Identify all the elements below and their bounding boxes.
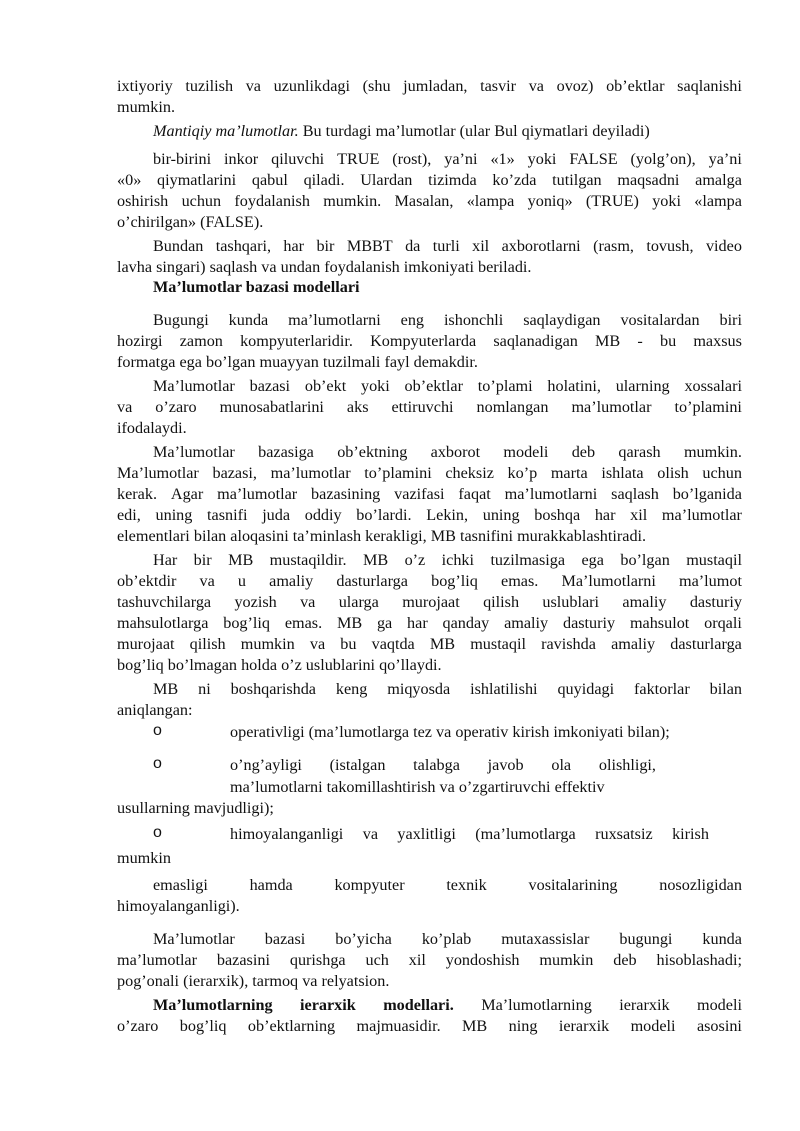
word: Har [153, 551, 178, 569]
word: ni [198, 680, 211, 698]
word: ma’lumotlarni [504, 485, 598, 503]
word: qanday [442, 614, 490, 632]
word: MB [462, 1017, 488, 1035]
paragraph-line: aniqlangan: [117, 701, 193, 719]
word: amalga [695, 171, 742, 189]
paragraph-line: lavha singari) saqlash va undan foydalanish imkoniyati beriladi. [117, 258, 532, 276]
paragraph-line [153, 149, 742, 169]
word: mumkin [539, 951, 594, 969]
word: Masalan, [394, 192, 454, 210]
word: kompyuter [334, 876, 405, 894]
paragraph-line: pog’onali (ierarxik), tarmoq va relyatsion. [117, 972, 390, 990]
word: bilan [709, 680, 742, 698]
word: boshqa [534, 506, 581, 524]
word: emas. [284, 614, 323, 632]
word: mahsulotlarga [117, 614, 209, 632]
word: himoyalanganligi [230, 825, 344, 843]
paragraph-line [153, 442, 742, 462]
word: axborotlarni [501, 237, 581, 255]
word: murojaat [402, 593, 460, 611]
word: va [245, 77, 261, 95]
paragraph-line [153, 236, 742, 256]
word: to’plami [477, 377, 533, 395]
word: oddiy [304, 506, 342, 524]
word: mahsulot [629, 614, 690, 632]
word: kerak. [117, 485, 157, 503]
word: dasturiy [562, 614, 616, 632]
word: to’plamini [674, 398, 742, 416]
word: Ma’lumotlar [153, 377, 235, 395]
word: bir [316, 237, 335, 255]
word: ierarxik [619, 996, 670, 1014]
word: bo’lganida [672, 485, 742, 503]
paragraph-line: himoyalanganligi). [117, 897, 240, 915]
paragraph-line: mumkin. [117, 98, 176, 116]
word: ob’ektning [337, 443, 408, 461]
word: faktorlar [634, 680, 690, 698]
word: aks [346, 398, 369, 416]
word: boshqarishda [230, 680, 316, 698]
word: modeli [630, 1017, 676, 1035]
word: yaxlitligi [397, 825, 456, 843]
paragraph-line [117, 505, 742, 525]
word: foydalanish [234, 192, 310, 210]
paragraph-line [117, 592, 742, 612]
word: vositalarining [528, 876, 618, 894]
word: Lekin, [426, 506, 469, 524]
word: uning [155, 506, 193, 524]
word: va [117, 398, 133, 416]
word: tuzilish [185, 77, 234, 95]
word: bir-birini [153, 150, 212, 168]
word: mutaxassislar [501, 930, 590, 948]
word: amaliy [622, 593, 667, 611]
word: tovush, [646, 237, 694, 255]
word: ko’zda [492, 171, 537, 189]
paragraph-line: ifodalaydi. [117, 419, 187, 437]
word: ruxsatsiz [595, 825, 653, 843]
word: ichki [441, 551, 475, 569]
word: xil [630, 506, 648, 524]
word: mustaqil [686, 551, 742, 569]
word: saqlanishi [677, 77, 742, 95]
paragraph-line: o’chirilgan» (FALSE). [117, 213, 264, 231]
word: yondoshish [445, 951, 520, 969]
word: FALSE [569, 150, 618, 168]
word: hisoblashadi; [656, 951, 742, 969]
word: talabga [413, 756, 460, 774]
word: xossalari [684, 377, 742, 395]
word: xil [408, 951, 426, 969]
word: Ma’lumotlar [153, 930, 235, 948]
word: TRUE [337, 150, 380, 168]
word: har [407, 614, 428, 632]
word: bazasi [249, 377, 291, 395]
word: (istalgan [329, 756, 386, 774]
word: MB [362, 551, 389, 569]
word: MB [153, 680, 179, 698]
word: va [199, 572, 215, 590]
word: uchun [702, 464, 742, 482]
term-logical-data: Mantiqiy ma’lumotlar. [153, 122, 299, 140]
word: ola [551, 756, 572, 774]
word: olishligi, [598, 756, 656, 774]
word: bu [659, 332, 677, 350]
word: Bugungi [153, 311, 209, 329]
word: tasnifi [207, 506, 248, 524]
word: Ma’lumotlarni [561, 572, 656, 590]
word: ma’lumotlar [117, 951, 198, 969]
word: uchun [181, 192, 222, 210]
word: xil [472, 237, 490, 255]
word: ga [376, 614, 393, 632]
word: dasturiy [689, 593, 742, 611]
paragraph-line [117, 463, 742, 483]
word: yozish [234, 593, 277, 611]
word: (ma’lumotlarga [475, 825, 576, 843]
word: MB [595, 332, 621, 350]
word: tuzilmasiga [490, 551, 566, 569]
word: bazasiga [258, 443, 314, 461]
word: saqlanadigan [493, 332, 578, 350]
term-word: ierarxik [300, 996, 356, 1014]
word: tizimda [428, 171, 477, 189]
word: juda [262, 506, 291, 524]
word: Ma’lumotlar [153, 443, 235, 461]
word: zamon [179, 332, 223, 350]
word: tasvir [480, 77, 517, 95]
word: MB [429, 635, 456, 653]
word: modeli [697, 996, 742, 1014]
word: qiluvchi [271, 150, 325, 168]
word: ob’ektlarning [247, 1017, 336, 1035]
word: uslublari [542, 593, 600, 611]
word: bazasining [311, 485, 381, 503]
word: nosozligidan [659, 876, 742, 894]
list-item-continuation: usullarning mavjudligi); [117, 799, 274, 817]
word: ishlata [601, 464, 644, 482]
word: hamda [249, 876, 293, 894]
word: vaqtda [371, 635, 415, 653]
word: ko’p [507, 464, 538, 482]
word: kunda [702, 930, 742, 948]
word: ma’lumotlar [270, 464, 351, 482]
word: ixtiyoriy [117, 77, 173, 95]
word: miqyosda [387, 680, 451, 698]
word: bog’liq [179, 1017, 227, 1035]
paragraph-line [153, 929, 742, 949]
paragraph-line [117, 613, 742, 633]
word: va [309, 635, 326, 653]
word: (shu [362, 77, 391, 95]
word: uning [482, 506, 520, 524]
word: ma’lumotlar [217, 485, 298, 503]
paragraph-line [153, 376, 742, 396]
word: biri [719, 311, 742, 329]
word: tashuvchilarga [117, 593, 212, 611]
word: bazasi, [212, 464, 257, 482]
word: dasturlarga [336, 572, 408, 590]
word: tashqari, [215, 237, 272, 255]
word: mumkin [240, 635, 295, 653]
word: «lampa [694, 192, 742, 210]
word: Kompyuterlarda [370, 332, 477, 350]
word: (rasm, [593, 237, 634, 255]
word: Bundan [153, 237, 204, 255]
list-item-continuation: mumkin [117, 849, 171, 867]
word: quyidagi [557, 680, 615, 698]
word: ettiruvchi [391, 398, 454, 416]
paragraph-line [117, 634, 742, 654]
word: qiymatlarini [157, 171, 237, 189]
word: ko’plab [421, 930, 472, 948]
word: o’z [404, 551, 426, 569]
word: keng [335, 680, 368, 698]
word: deb [613, 951, 637, 969]
list-item: operativligi (ma’lumotlarga tez va operativ kirish imkoniyati bilan); [230, 723, 670, 741]
word: cheksiz [445, 464, 494, 482]
word: Agar [170, 485, 204, 503]
bullet-marker-icon: o [153, 722, 162, 739]
word: (rost), [392, 150, 432, 168]
word: bir [193, 551, 212, 569]
word: axborot [430, 443, 481, 461]
paragraph-line [153, 995, 742, 1015]
word: eng [400, 311, 425, 329]
word: dasturlarga [670, 635, 742, 653]
word: texnik [446, 876, 487, 894]
paragraph-line [153, 679, 742, 699]
word: «0» [117, 171, 142, 189]
word: MBBT [346, 237, 393, 255]
paragraph-line [153, 875, 742, 895]
word: murojaat [117, 635, 175, 653]
word: ob’ektdir [117, 572, 177, 590]
word: uch [365, 951, 389, 969]
definition-line [153, 121, 650, 141]
word: bu [340, 635, 357, 653]
word: ya’ni [444, 150, 478, 168]
word: va [300, 593, 316, 611]
word: holatini, [547, 377, 601, 395]
word: amaliy [504, 614, 549, 632]
word: bo’lgan [620, 551, 670, 569]
word: vazifasi [394, 485, 445, 503]
word: ularning [615, 377, 670, 395]
word: Ma’lumotlarning [481, 996, 592, 1014]
word: yoki [652, 192, 681, 210]
word: majmuasidir. [356, 1017, 441, 1035]
bullet-marker-icon: o [153, 755, 162, 772]
word: asosini [696, 1017, 742, 1035]
word: modeli [503, 443, 549, 461]
word: ya’ni [708, 150, 742, 168]
word: ishonchli [443, 311, 504, 329]
word: yoki [527, 150, 557, 168]
word: munosabatlarini [219, 398, 324, 416]
word: ravishda [541, 635, 596, 653]
word: o’zaro [117, 1017, 159, 1035]
term-word: Ma’lumotlarning [153, 996, 273, 1014]
word: mustaqil [470, 635, 526, 653]
list-item-continuation: ma’lumotlarni takomillashtirish va o’zgartiruvchi effektiv [230, 778, 605, 796]
word: ovoz) [556, 77, 594, 95]
word: mustaqildir. [269, 551, 347, 569]
definition-text: Bu turdagi ma’lumotlar (ular Bul qiymatlari deyiladi) [298, 122, 650, 140]
word: ma’lumotlar [661, 506, 742, 524]
word: maxsus [693, 332, 742, 350]
word: ob’ektlar [404, 377, 463, 395]
word: o’zaro [155, 398, 197, 416]
word: inkor [224, 150, 259, 168]
word: bazasi [264, 930, 306, 948]
word: «lampa [466, 192, 515, 210]
word: video [705, 237, 742, 255]
word: edi, [117, 506, 141, 524]
word: to’plamini [364, 464, 432, 482]
word: ma’lumotlar [571, 398, 652, 416]
word: bog’liq [431, 572, 478, 590]
bullet-marker-icon: o [153, 824, 162, 841]
word: emas. [501, 572, 539, 590]
word: saqlaydigan [523, 311, 601, 329]
paragraph-line [117, 331, 742, 351]
word: bog’liq [223, 614, 270, 632]
word: javob [487, 756, 524, 774]
word: kompyuterlaridir. [240, 332, 353, 350]
word: qiladi. [303, 171, 345, 189]
paragraph-line [117, 571, 742, 591]
word: har [594, 506, 616, 524]
word: bugungi [619, 930, 673, 948]
word: qilish [189, 635, 226, 653]
word: faqat [458, 485, 491, 503]
word: orqali [704, 614, 742, 632]
word: va [528, 77, 544, 95]
word: olish [657, 464, 689, 482]
word: Ulardan [360, 171, 413, 189]
word: deb [571, 443, 596, 461]
word: «1» [490, 150, 515, 168]
word: mumkin. [323, 192, 382, 210]
word: hozirgi [117, 332, 163, 350]
word: ob’ekt [304, 377, 347, 395]
word: Ma’lumotlar [117, 464, 199, 482]
word: tutilgan [552, 171, 602, 189]
paragraph-line [117, 76, 742, 96]
word: jumladan, [403, 77, 468, 95]
paragraph-line [117, 397, 742, 417]
word: ega [581, 551, 604, 569]
word: qarash [618, 443, 661, 461]
word: da [405, 237, 421, 255]
word: bo’yicha [335, 930, 392, 948]
list-item [230, 824, 709, 844]
word: u [237, 572, 246, 590]
word: turli [432, 237, 460, 255]
word: har [283, 237, 305, 255]
word: emasligi [153, 876, 208, 894]
word: uzunlikdagi [273, 77, 351, 95]
word: ob’ektlar [606, 77, 665, 95]
list-item [230, 755, 656, 775]
paragraph-line [153, 310, 742, 330]
word: yoki [360, 377, 390, 395]
word: kirish [672, 825, 709, 843]
word: - [637, 332, 643, 350]
word: o’ng’ayligi [230, 756, 302, 774]
word: va [362, 825, 378, 843]
word: nomlangan [476, 398, 549, 416]
paragraph-line [117, 950, 742, 970]
word: (yolg’on), [630, 150, 696, 168]
word: kunda [228, 311, 269, 329]
word: ma’lumotlarni [288, 311, 381, 329]
word: ishlatilishi [470, 680, 538, 698]
word: vositalardan [620, 311, 700, 329]
word: oshirish [117, 192, 169, 210]
paragraph-line: bog’liq bo’lmagan holda o’z uslublarini qo’llaydi. [117, 656, 442, 674]
word: saqlash [611, 485, 659, 503]
word: bazasini [216, 951, 270, 969]
word: qilish [483, 593, 520, 611]
paragraph-line: formatga ega bo’lgan muayyan tuzilmali fayl demakdir. [117, 353, 478, 371]
section-heading: Ma’lumotlar bazasi modellari [153, 278, 360, 296]
paragraph-line [117, 1016, 742, 1036]
term-word: modellari. [383, 996, 454, 1014]
paragraph-line [117, 484, 742, 504]
paragraph-line [117, 170, 742, 190]
word: ma’lumot [679, 572, 742, 590]
word: (TRUE) [585, 192, 639, 210]
paragraph-line: elementlari bilan aloqasini ta’minlash kerakligi, MB tasnifini murakkablashtiradi. [117, 527, 647, 545]
word: ularga [338, 593, 379, 611]
paragraph-line [153, 550, 742, 570]
word: qurishga [289, 951, 346, 969]
word: ning [508, 1017, 538, 1035]
word: amaliy [611, 635, 656, 653]
word: qabul [251, 171, 288, 189]
word: mumkin. [683, 443, 742, 461]
word: MB [336, 614, 363, 632]
word: yoniq» [527, 192, 573, 210]
paragraph-line [117, 191, 742, 211]
word: MB [228, 551, 254, 569]
word: marta [550, 464, 588, 482]
word: bo’lardi. [356, 506, 412, 524]
word: ierarxik [558, 1017, 610, 1035]
word: maqsadni [617, 171, 680, 189]
word: amaliy [269, 572, 314, 590]
